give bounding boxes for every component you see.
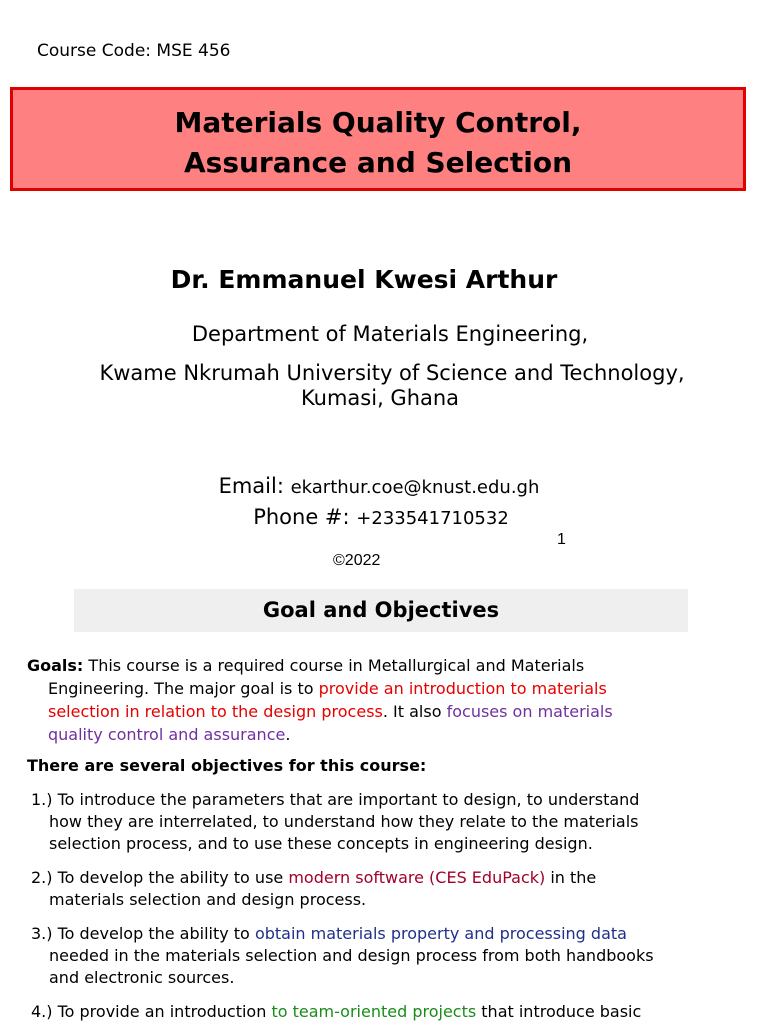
goals-highlight-purple: focuses on materials [446,702,613,721]
title-banner [10,87,746,191]
objective-item [31,867,596,911]
goals-text: Engineering. The major goal is to [48,679,319,698]
objective-highlight: obtain materials property and processing data [254,924,627,943]
email-address[interactable]: ekarthur.coe@knust.edu.gh [290,477,540,498]
phone-number: +233541710532 [356,508,509,529]
city: Kumasi, Ghana [300,386,460,410]
goals-label: Goals: [27,656,84,675]
goals-highlight: provide an introduction to materials [318,679,607,698]
objective-item [31,923,654,989]
course-code: Course Code: MSE 456 [37,41,231,61]
objective-text: materials selection and design process. [49,890,367,909]
email-label: Email: [218,474,291,498]
objective-text: selection process, and to use these concepts in engineering design. [49,834,593,853]
phone-line [0,505,765,529]
phone-label: Phone #: [253,505,357,529]
objective-text: 1.) To introduce the parameters that are important to design, to understand [31,790,640,809]
goals-paragraph [27,654,613,746]
objective-highlight: to team-oriented projects [271,1002,477,1021]
objective-text: in the [545,868,597,887]
goals-text: This course is a required course in Metallurgical and Materials [83,656,585,675]
objective-text: needed in the materials selection and design process from both handbooks [49,946,654,965]
university: Kwame Nkrumah University of Science and Technology, [99,361,685,385]
objective-item [31,1001,641,1023]
objective-text: 4.) To provide an introduction [31,1002,272,1021]
copyright: ©2022 [333,552,381,569]
section-heading: Goal and Objectives [262,598,500,622]
goals-highlight-purple: quality control and assurance [48,725,286,744]
objective-text: how they are interrelated, to understand how they relate to the materials [49,812,639,831]
objective-text: 3.) To develop the ability to [31,924,255,943]
goals-text: . It also [382,702,447,721]
goals-highlight: selection in relation to the design process [48,702,383,721]
objectives-heading: There are several objectives for this course: [27,756,427,775]
objective-item [31,789,639,855]
email-line [0,474,763,498]
goals-text: . [285,725,291,744]
department: Department of Materials Engineering, [191,322,589,346]
objective-text: that introduce basic [476,1002,642,1021]
objective-text: 2.) To develop the ability to use [31,868,289,887]
objective-text: and electronic sources. [49,968,235,987]
title-line-1: Materials Quality Control, [174,106,582,139]
author-name: Dr. Emmanuel Kwesi Arthur [170,265,558,294]
page-number: 1 [557,531,566,548]
objective-highlight: modern software (CES EduPack) [288,868,546,887]
title-line-2: Assurance and Selection [183,146,573,179]
